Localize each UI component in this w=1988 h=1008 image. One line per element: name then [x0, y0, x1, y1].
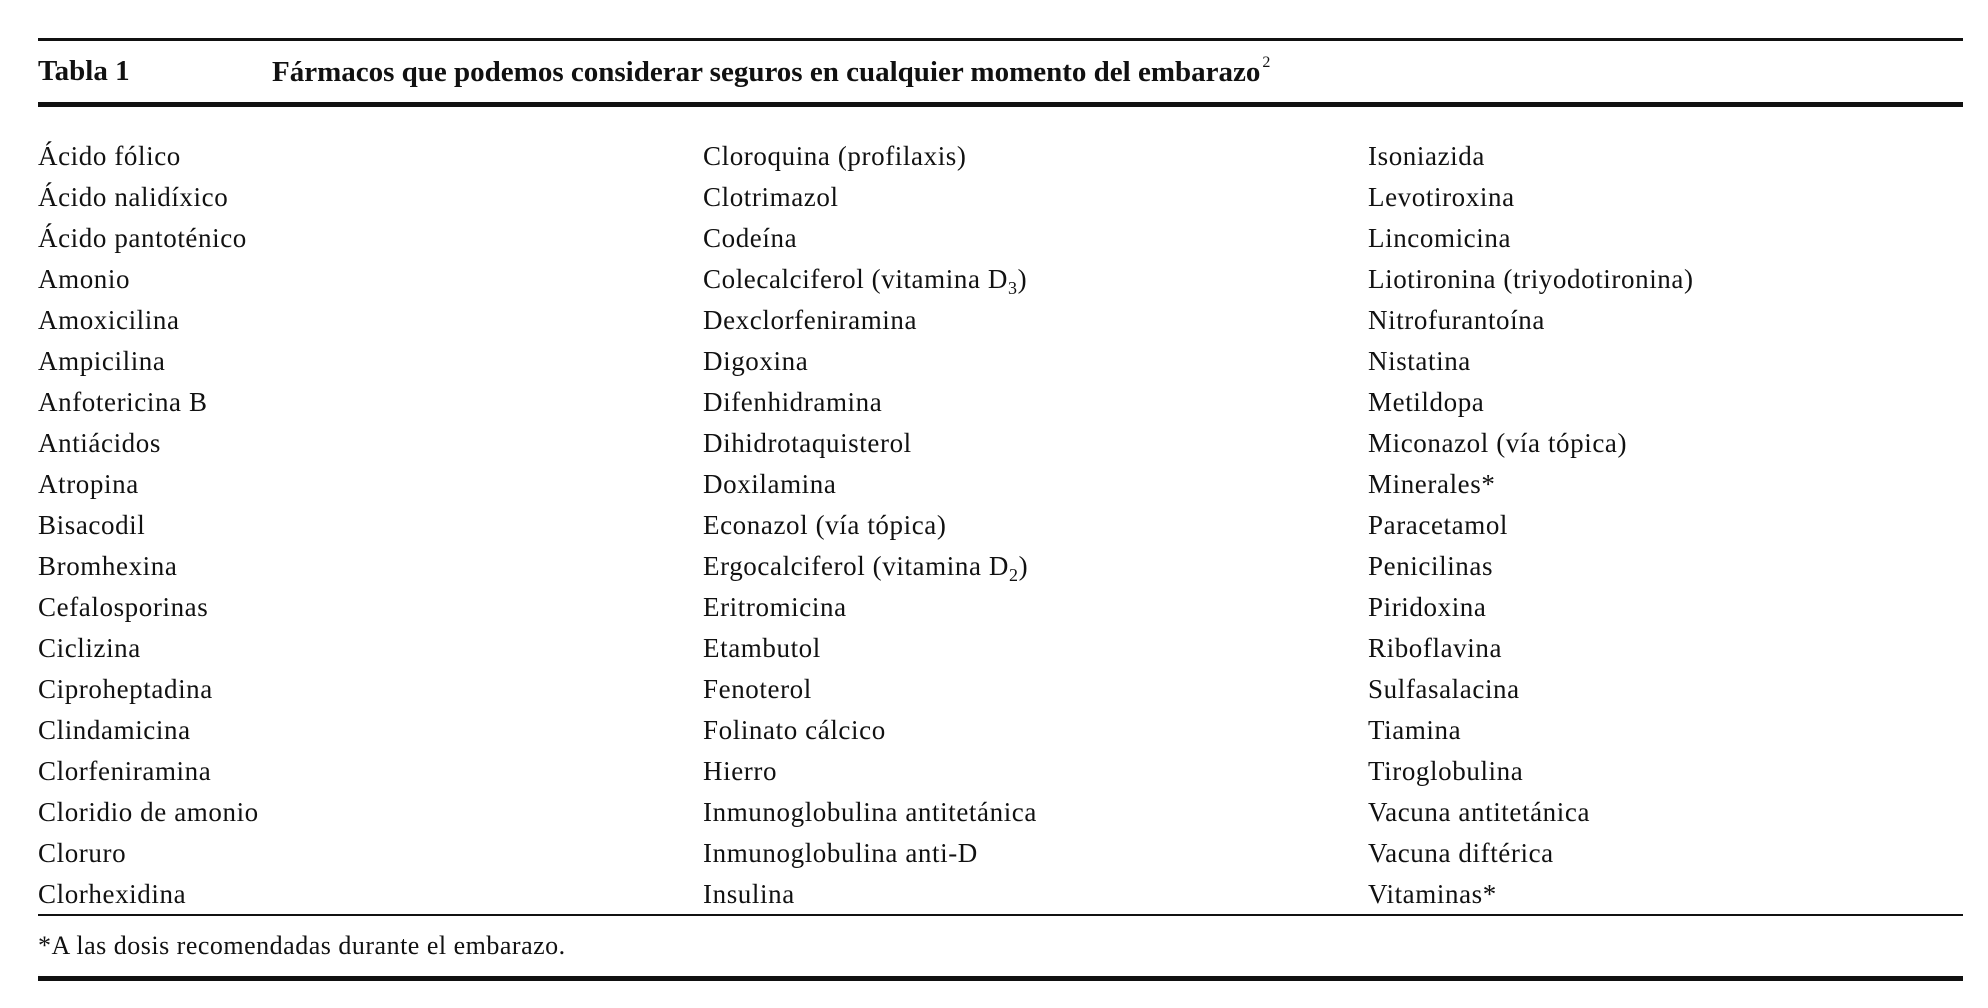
table-title-text: Fármacos que podemos considerar seguros en cualquier momento del embarazo [272, 56, 1261, 88]
table-title [272, 54, 1270, 89]
drug-item: Antiácidos [38, 428, 161, 458]
drug-item: Lincomicina [1368, 223, 1512, 253]
drug-item: Clorfeniramina [38, 756, 212, 786]
drug-item: Isoniazida [1368, 141, 1485, 171]
drug-item: Dexclorfeniramina [703, 305, 918, 335]
table-bottom-rule [38, 976, 1963, 981]
drug-item: Piridoxina [1368, 592, 1487, 622]
drug-item: Clorhexidina [38, 879, 187, 909]
drug-item: Inmunoglobulina anti-D [703, 838, 978, 868]
drug-item [703, 546, 1368, 587]
drug-item: Tiamina [1368, 715, 1462, 745]
drug-item: Minerales* [1368, 469, 1496, 499]
drug-item: Vacuna antitetánica [1368, 797, 1591, 827]
drug-column-3 [1368, 136, 1963, 914]
drug-column-2 [703, 136, 1368, 914]
drug-subscript: 3 [1007, 278, 1018, 298]
drug-item: Inmunoglobulina antitetánica [703, 797, 1037, 827]
drug-name-suffix: ) [1018, 551, 1029, 581]
drug-item: Ciclizina [38, 633, 141, 663]
drug-item: Levotiroxina [1368, 182, 1515, 212]
drug-item: Vitaminas* [1368, 879, 1497, 909]
drug-item: Bromhexina [38, 551, 178, 581]
drug-item: Cloridio de amonio [38, 797, 259, 827]
drug-name: Colecalciferol (vitamina D [703, 264, 1008, 294]
drug-item: Cloruro [38, 838, 127, 868]
drug-item: Ácido fólico [38, 141, 181, 171]
drug-item: Dihidrotaquisterol [703, 428, 912, 458]
drug-item: Eritromicina [703, 592, 847, 622]
table-header [38, 41, 1963, 102]
drug-item: Ampicilina [38, 346, 166, 376]
drug-item: Cloroquina (profilaxis) [703, 141, 967, 171]
drug-item: Fenoterol [703, 674, 812, 704]
drug-item: Sulfasalacina [1368, 674, 1520, 704]
drug-item: Digoxina [703, 346, 809, 376]
drug-item: Metildopa [1368, 387, 1485, 417]
drug-item: Etambutol [703, 633, 821, 663]
drug-item: Liotironina (triyodotironina) [1368, 264, 1694, 294]
drug-item: Atropina [38, 469, 139, 499]
drug-item: Cefalosporinas [38, 592, 209, 622]
drug-item: Nistatina [1368, 346, 1471, 376]
drug-item: Hierro [703, 756, 778, 786]
drug-item: Nitrofurantoína [1368, 305, 1545, 335]
drug-item: Insulina [703, 879, 795, 909]
drug-item: Folinato cálcico [703, 715, 886, 745]
drug-item: Tiroglobulina [1368, 756, 1524, 786]
drug-item: Codeína [703, 223, 798, 253]
drug-item: Vacuna diftérica [1368, 838, 1554, 868]
drug-column-1 [38, 136, 703, 914]
table-footnote: *A las dosis recomendadas durante el embarazo. [38, 931, 566, 960]
drug-item: Ácido pantoténico [38, 223, 247, 253]
drug-item: Ciproheptadina [38, 674, 213, 704]
drug-item: Bisacodil [38, 510, 146, 540]
drug-name: Ergocalciferol (vitamina D [703, 551, 1009, 581]
drug-item: Amonio [38, 264, 131, 294]
drug-subscript: 2 [1008, 565, 1019, 585]
drug-item: Clotrimazol [703, 182, 839, 212]
drug-item: Paracetamol [1368, 510, 1509, 540]
drug-item: Doxilamina [703, 469, 837, 499]
table-label: Tabla 1 [38, 55, 130, 87]
drug-item: Ácido nalidíxico [38, 182, 229, 212]
drug-item: Amoxicilina [38, 305, 180, 335]
drug-table [38, 38, 1963, 981]
drug-item: Miconazol (vía tópica) [1368, 428, 1628, 458]
drug-item: Anfotericina B [38, 387, 208, 417]
drug-item: Riboflavina [1368, 633, 1503, 663]
drug-item: Difenhidramina [703, 387, 883, 417]
drug-item: Clindamicina [38, 715, 191, 745]
drug-name-suffix: ) [1017, 264, 1028, 294]
drug-item [703, 259, 1368, 300]
table-body [38, 107, 1963, 914]
table-title-reference: 2 [1262, 54, 1271, 71]
drug-item: Penicilinas [1368, 551, 1494, 581]
drug-item: Econazol (vía tópica) [703, 510, 947, 540]
